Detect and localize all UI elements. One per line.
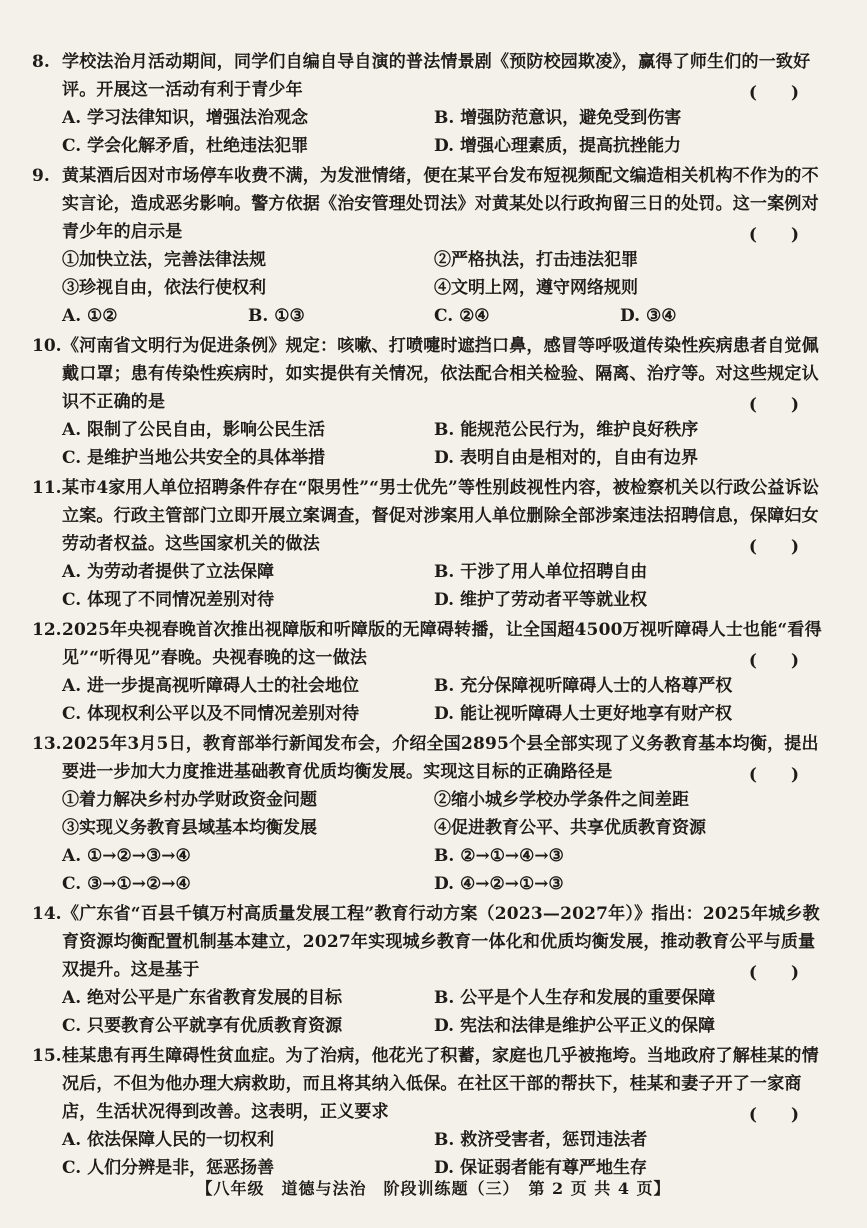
statement-item: ④文明上网，遵守网络规则 (434, 278, 638, 298)
option-b[interactable]: B. ②→①→④→③ (434, 846, 564, 866)
answer-bracket: ( ) (748, 963, 799, 983)
answer-bracket: ( ) (748, 765, 799, 785)
answer-bracket: ( ) (748, 1105, 799, 1125)
option-c[interactable]: C. 是维护当地公共安全的具体举措 (62, 448, 326, 468)
option-b[interactable]: B. 公平是个人生存和发展的重要保障 (434, 988, 716, 1008)
statement-item: ①着力解决乡村办学财政资金问题 (62, 790, 317, 810)
option-row (62, 1126, 827, 1154)
option-d[interactable]: D. ④→②→①→③ (434, 874, 564, 894)
question-stem: 黄某酒后因对市场停车收费不满，为发泄情绪，便在某平台发布短视频配文编造相关机构不作为的不实言论，造成恶劣影响。警方依据《治安管理处罚法》对黄某处以行政拘留三日的处罚。这一案例对青少年的启示是 (62, 166, 819, 242)
option-a[interactable]: A. ①→②→③→④ (62, 846, 191, 866)
option-c[interactable]: C. ②④ (434, 306, 490, 326)
answer-bracket: ( ) (748, 83, 799, 103)
statement-row (62, 786, 827, 814)
statement-item: ③实现义务教育县域基本均衡发展 (62, 818, 317, 838)
option-row (62, 444, 827, 472)
option-a[interactable]: A. 进一步提高视听障碍人士的社会地位 (62, 676, 360, 696)
option-row (62, 416, 827, 444)
answer-bracket: ( ) (748, 225, 799, 245)
question-stem: 某市4家用人单位招聘条件存在“限男性”“男士优先”等性别歧视性内容，被检察机关以行政公益诉讼立案。行政主管部门立即开展立案调查，督促对涉案用人单位删除全部涉案违法招聘信息，保障妇女劳动者权益。这些国家机关的做法 (62, 478, 820, 554)
option-a[interactable]: A. 依法保障人民的一切权利 (62, 1130, 275, 1150)
option-row (62, 104, 827, 132)
option-row (62, 672, 827, 700)
question-number: 8. (32, 52, 50, 72)
statement-item: ②缩小城乡学校办学条件之间差距 (434, 790, 689, 810)
option-b[interactable]: B. 充分保障视听障碍人士的人格尊严权 (434, 676, 733, 696)
option-b[interactable]: B. 救济受害者，惩罚违法者 (434, 1130, 648, 1150)
option-a[interactable]: A. ①② (62, 306, 118, 326)
question-item (32, 332, 827, 472)
question-item (32, 900, 827, 1040)
question-stem: 桂某患有再生障碍性贫血症。为了治病，他花光了积蓄，家庭也几乎被拖垮。当地政府了解桂某的情况后，不但为他办理大病救助，而且将其纳入低保。在社区干部的帮扶下，桂某和妻子开了一家商店，生活状况得到改善。这表明，正义要求 (62, 1046, 819, 1122)
option-b[interactable]: B. 增强防范意识，避免受到伤害 (434, 108, 682, 128)
statement-row (62, 246, 827, 274)
option-row (62, 302, 827, 330)
answer-bracket: ( ) (748, 651, 799, 671)
statement-item: ③珍视自由，依法行使权利 (62, 278, 266, 298)
option-b[interactable]: B. 能规范公民行为，维护良好秩序 (434, 420, 699, 440)
answer-bracket: ( ) (748, 395, 799, 415)
question-number: 13. (32, 734, 62, 754)
option-row (62, 870, 827, 898)
question-number: 12. (32, 620, 62, 640)
question-number: 10. (32, 336, 62, 356)
option-row (62, 984, 827, 1012)
question-number: 14. (32, 904, 62, 924)
option-d[interactable]: D. 宪法和法律是维护公平正义的保障 (434, 1016, 715, 1036)
statement-item: ①加快立法，完善法律法规 (62, 250, 266, 270)
option-c[interactable]: C. 人们分辨是非，惩恶扬善 (62, 1158, 275, 1178)
question-stem: 学校法治月活动期间，同学们自编自导自演的普法情景剧《预防校园欺凌》，赢得了师生们的一致好评。开展这一活动有利于青少年 (62, 52, 811, 100)
option-d[interactable]: D. 表明自由是相对的，自由有边界 (434, 448, 698, 468)
statement-item: ④促进教育公平、共享优质教育资源 (434, 818, 706, 838)
option-a[interactable]: A. 绝对公平是广东省教育发展的目标 (62, 988, 343, 1008)
option-b[interactable]: B. ①③ (248, 306, 305, 326)
option-b[interactable]: B. 干涉了用人单位招聘自由 (434, 562, 648, 582)
question-number: 9. (32, 166, 50, 186)
answer-bracket: ( ) (748, 537, 799, 557)
option-d[interactable]: D. 增强心理素质，提高抗挫能力 (434, 136, 681, 156)
question-list (32, 48, 827, 1182)
question-number: 15. (32, 1046, 62, 1066)
page-footer: 【八年级 道德与法治 阶段训练题（三） 第 2 页 共 4 页】 (196, 1179, 671, 1198)
statement-row (62, 274, 827, 302)
question-item (32, 730, 827, 898)
question-number: 11. (32, 478, 62, 498)
option-d[interactable]: D. 能让视听障碍人士更好地享有财产权 (434, 704, 732, 724)
option-a[interactable]: A. 学习法律知识，增强法治观念 (62, 108, 309, 128)
statement-item: ②严格执法，打击违法犯罪 (434, 250, 638, 270)
question-item (32, 616, 827, 728)
option-a[interactable]: A. 限制了公民自由，影响公民生活 (62, 420, 326, 440)
question-stem: 2025年3月5日，教育部举行新闻发布会，介绍全国2895个县全部实现了义务教育基本均衡，提出要进一步加大力度推进基础教育优质均衡发展。实现这目标的正确路径是 (62, 734, 819, 782)
question-item (32, 474, 827, 614)
option-c[interactable]: C. 学会化解矛盾，杜绝违法犯罪 (62, 136, 309, 156)
option-row (62, 1012, 827, 1040)
option-c[interactable]: C. 体现权利公平以及不同情况差别对待 (62, 704, 360, 724)
question-stem: 《广东省“百县千镇万村高质量发展工程”教育行动方案（2023—2027年）》指出：2025年城乡教育资源均衡配置机制基本建立，2027年实现城乡教育一体化和优质均衡发展，推动教育公平与质量双提升。这是基于 (62, 904, 820, 980)
statement-row (62, 814, 827, 842)
option-row (62, 842, 827, 870)
option-row (62, 132, 827, 160)
option-row (62, 558, 827, 586)
option-d[interactable]: D. 保证弱者能有尊严地生存 (434, 1158, 647, 1178)
option-c[interactable]: C. 只要教育公平就享有优质教育资源 (62, 1016, 343, 1036)
option-c[interactable]: C. ③→①→②→④ (62, 874, 191, 894)
option-c[interactable]: C. 体现了不同情况差别对待 (62, 590, 275, 610)
option-d[interactable]: D. 维护了劳动者平等就业权 (434, 590, 647, 610)
question-item (32, 1042, 827, 1182)
option-row (62, 586, 827, 614)
option-a[interactable]: A. 为劳动者提供了立法保障 (62, 562, 275, 582)
question-stem: 2025年央视春晚首次推出视障版和听障版的无障碍转播，让全国超4500万视听障碍人士也能“看得见”“听得见”春晚。央视春晚的这一做法 (62, 620, 822, 668)
question-stem: 《河南省文明行为促进条例》规定：咳嗽、打喷嚏时遮挡口鼻，感冒等呼吸道传染性疾病患者自觉佩戴口罩；患有传染性疾病时，如实提供有关情况，依法配合相关检验、隔离、治疗等。对这些规定认识不正确的是 (62, 336, 819, 412)
option-row (62, 700, 827, 728)
option-d[interactable]: D. ③④ (620, 306, 677, 326)
question-item (32, 162, 827, 330)
question-item (32, 48, 827, 160)
